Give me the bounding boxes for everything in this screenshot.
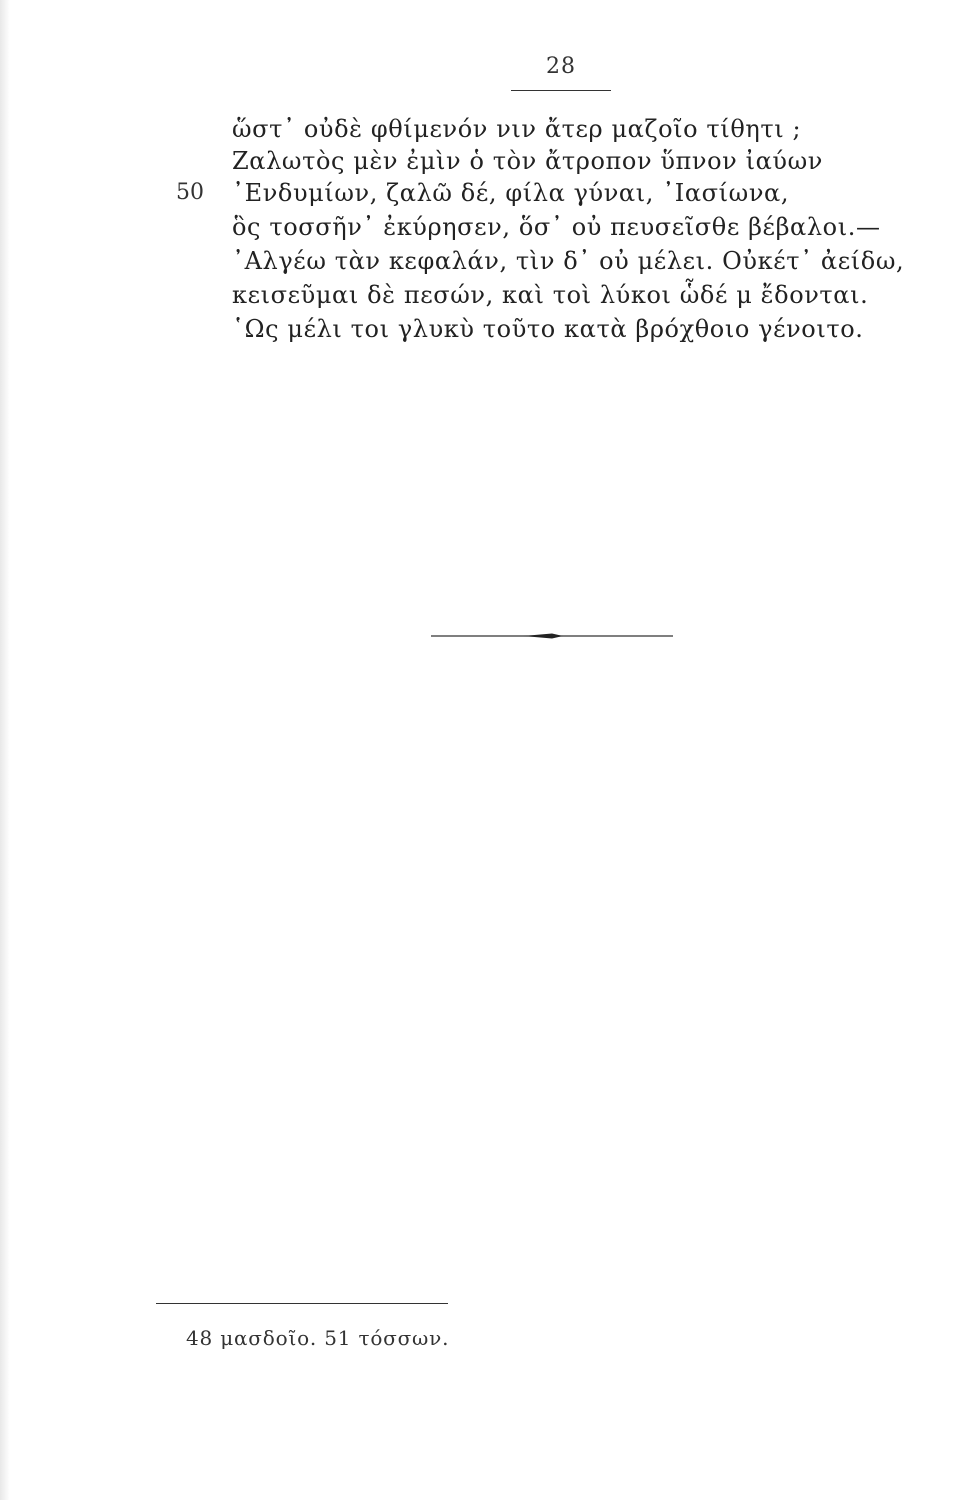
page-fold-shadow bbox=[0, 0, 10, 1500]
verse-line-7: ῾Ως μέλι τοι γλυκὺ τοῦτο κατὰ βρόχθοιο γένοιτο. bbox=[232, 315, 864, 343]
footnote-rule bbox=[156, 1303, 448, 1304]
verse-line-3: ᾽Ενδυμίων, ζαλῶ δέ, φίλα γύναι, ᾽Ιασίωνα, bbox=[232, 179, 790, 207]
page-number-rule bbox=[511, 90, 611, 91]
section-divider-ornament bbox=[431, 632, 673, 640]
verse-line-4: ὃς τοσσῆν᾽ ἐκύρησεν, ὅσ᾽ οὐ πευσεῖσθε βέβαλοι.— bbox=[232, 213, 881, 241]
verse-line-6: κεισεῦμαι δὲ πεσών, καὶ τοὶ λύκοι ὧδέ μ ἔδονται. bbox=[232, 281, 869, 309]
verse-line-2: Ζαλωτὸς μὲν ἐμὶν ὁ τὸν ἄτροπον ὕπνον ἰαύων bbox=[232, 147, 823, 175]
verse-line-5: ᾽Αλγέω τὰν κεφαλάν, τὶν δ᾽ οὐ μέλει. Οὐκέτ᾽ ἀείδω, bbox=[232, 247, 905, 275]
verse-line-1: ὥστ᾽ οὐδὲ φθίμενόν νιν ἄτερ μαζοῖο τίθητι ; bbox=[232, 115, 802, 143]
footnote: 48 μασδοῖο. 51 τόσσων. bbox=[186, 1326, 450, 1350]
page-number: 28 bbox=[546, 54, 576, 79]
line-number: 50 bbox=[176, 180, 204, 205]
